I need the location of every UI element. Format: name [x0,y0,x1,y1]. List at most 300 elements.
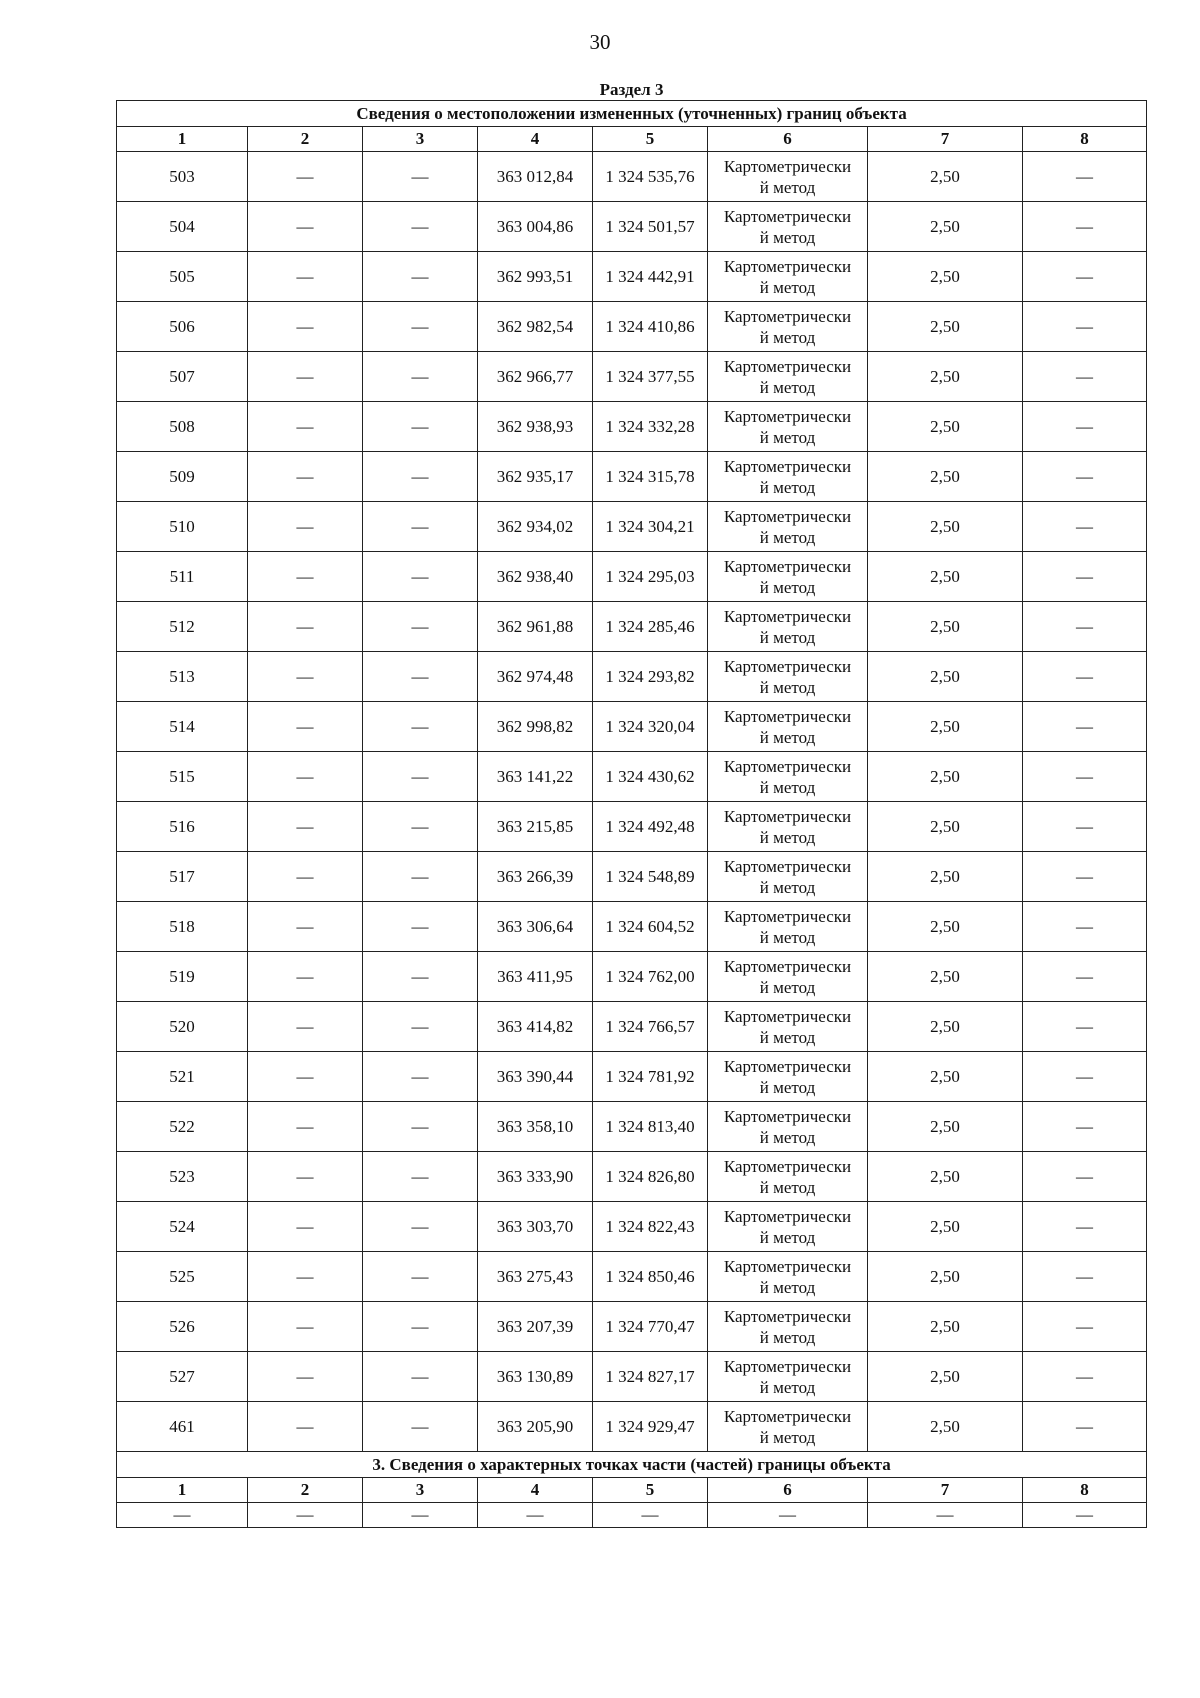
dash-cell: — [248,352,363,402]
dash-cell: — [248,602,363,652]
dash-cell: — [248,802,363,852]
x-coordinate-cell: 363 205,90 [478,1402,593,1452]
dash-cell: — [1023,902,1147,952]
dash-cell: — [363,1402,478,1452]
accuracy-cell: 2,50 [868,852,1023,902]
method-cell [708,452,868,502]
x-coordinate-cell: 363 414,82 [478,1002,593,1052]
x-coordinate-cell: 363 358,10 [478,1102,593,1152]
column-header-row [117,1478,1147,1503]
method-line1: Картометрически [723,1206,852,1226]
method-line2: й метод [759,1127,816,1147]
y-coordinate-cell: 1 324 430,62 [593,752,708,802]
point-number-cell: 504 [117,202,248,252]
method-line1: Картометрически [723,656,852,676]
dash-cell: — [363,752,478,802]
dash-cell: — [708,1503,868,1528]
dash-cell: — [1023,1503,1147,1528]
method-line2: й метод [759,777,816,797]
dash-cell: — [363,1352,478,1402]
x-coordinate-cell: 363 275,43 [478,1252,593,1302]
method-line1: Картометрически [723,356,852,376]
method-cell [708,852,868,902]
y-coordinate-cell: 1 324 293,82 [593,652,708,702]
accuracy-cell: 2,50 [868,552,1023,602]
method-line2: й метод [759,927,816,947]
dash-cell: — [1023,952,1147,1002]
accuracy-cell: 2,50 [868,1202,1023,1252]
point-number-cell: 512 [117,602,248,652]
y-coordinate-cell: 1 324 377,55 [593,352,708,402]
method-line2: й метод [759,627,816,647]
dash-cell: — [248,202,363,252]
table-row [117,652,1147,702]
method-line1: Картометрически [723,1056,852,1076]
column-header: 7 [868,127,1023,152]
method-line1: Картометрически [723,1106,852,1126]
dash-cell: — [1023,352,1147,402]
point-number-cell: 508 [117,402,248,452]
point-number-cell: 510 [117,502,248,552]
method-line2: й метод [759,1377,816,1397]
method-cell [708,1102,868,1152]
y-coordinate-cell: 1 324 295,03 [593,552,708,602]
table-row [117,202,1147,252]
method-line1: Картометрически [723,456,852,476]
table-row [117,402,1147,452]
method-line1: Картометрически [723,956,852,976]
accuracy-cell: 2,50 [868,202,1023,252]
dash-cell: — [363,1503,478,1528]
accuracy-cell: 2,50 [868,1302,1023,1352]
dash-cell: — [1023,1102,1147,1152]
method-line1: Картометрически [723,306,852,326]
column-header: 8 [1023,127,1147,152]
table-row [117,1302,1147,1352]
section-title: Сведения о местоположении измененных (уточненных) границ объекта [117,101,1147,127]
method-line2: й метод [759,177,816,197]
boundary-points-table [116,80,1147,1528]
dash-cell: — [1023,852,1147,902]
x-coordinate-cell: 362 938,40 [478,552,593,602]
column-header: 6 [708,1478,868,1503]
table-row [117,1052,1147,1102]
y-coordinate-cell: 1 324 827,17 [593,1352,708,1402]
x-coordinate-cell: 363 333,90 [478,1152,593,1202]
dash-cell: — [1023,802,1147,852]
table-row [117,1352,1147,1402]
dash-cell: — [1023,452,1147,502]
method-line1: Картометрически [723,756,852,776]
table-row [117,602,1147,652]
dash-cell: — [248,902,363,952]
method-line1: Картометрически [723,1156,852,1176]
method-line2: й метод [759,477,816,497]
x-coordinate-cell: 362 974,48 [478,652,593,702]
dash-cell: — [248,1002,363,1052]
dash-cell: — [363,602,478,652]
accuracy-cell: 2,50 [868,1402,1023,1452]
dash-cell: — [868,1503,1023,1528]
method-line2: й метод [759,1227,816,1247]
x-coordinate-cell: 363 130,89 [478,1352,593,1402]
dash-cell: — [248,552,363,602]
method-line1: Картометрически [723,256,852,276]
dash-cell: — [117,1503,248,1528]
method-cell [708,1352,868,1402]
point-number-cell: 521 [117,1052,248,1102]
point-number-cell: 517 [117,852,248,902]
method-cell [708,252,868,302]
table-row [117,902,1147,952]
point-number-cell: 518 [117,902,248,952]
point-number-cell: 505 [117,252,248,302]
accuracy-cell: 2,50 [868,452,1023,502]
accuracy-cell: 2,50 [868,152,1023,202]
point-number-cell: 526 [117,1302,248,1352]
accuracy-cell: 2,50 [868,1002,1023,1052]
y-coordinate-cell: 1 324 929,47 [593,1402,708,1452]
dash-cell: — [248,1302,363,1352]
dash-cell: — [248,152,363,202]
method-line1: Картометрически [723,856,852,876]
dash-cell: — [1023,302,1147,352]
point-number-cell: 506 [117,302,248,352]
dash-cell: — [363,302,478,352]
method-line1: Картометрически [723,606,852,626]
dash-cell: — [248,452,363,502]
y-coordinate-cell: 1 324 822,43 [593,1202,708,1252]
table-row [117,752,1147,802]
dash-cell: — [1023,602,1147,652]
method-line2: й метод [759,877,816,897]
method-line2: й метод [759,1327,816,1347]
y-coordinate-cell: 1 324 850,46 [593,1252,708,1302]
column-header: 3 [363,127,478,152]
dash-cell: — [1023,1252,1147,1302]
point-number-cell: 511 [117,552,248,602]
x-coordinate-cell: 362 993,51 [478,252,593,302]
point-number-cell: 461 [117,1402,248,1452]
dash-cell: — [363,652,478,702]
method-line1: Картометрически [723,556,852,576]
dash-cell: — [248,1352,363,1402]
dash-cell: — [363,1002,478,1052]
x-coordinate-cell: 363 012,84 [478,152,593,202]
accuracy-cell: 2,50 [868,502,1023,552]
y-coordinate-cell: 1 324 315,78 [593,452,708,502]
accuracy-cell: 2,50 [868,652,1023,702]
dash-cell: — [1023,1152,1147,1202]
dash-cell: — [248,1503,363,1528]
dash-cell: — [248,752,363,802]
dash-cell: — [1023,1302,1147,1352]
dash-cell: — [1023,1002,1147,1052]
point-number-cell: 525 [117,1252,248,1302]
point-number-cell: 527 [117,1352,248,1402]
dash-cell: — [363,952,478,1002]
subsection-title: 3. Сведения о характерных точках части (частей) границы объекта [117,1452,1147,1478]
dash-cell: — [1023,752,1147,802]
accuracy-cell: 2,50 [868,1252,1023,1302]
point-number-cell: 514 [117,702,248,752]
x-coordinate-cell: 363 215,85 [478,802,593,852]
y-coordinate-cell: 1 324 535,76 [593,152,708,202]
accuracy-cell: 2,50 [868,1102,1023,1152]
method-line1: Картометрически [723,1306,852,1326]
accuracy-cell: 2,50 [868,1352,1023,1402]
method-cell [708,1252,868,1302]
dash-cell: — [248,1102,363,1152]
accuracy-cell: 2,50 [868,1052,1023,1102]
method-cell [708,602,868,652]
method-cell [708,902,868,952]
y-coordinate-cell: 1 324 826,80 [593,1152,708,1202]
method-line1: Картометрически [723,506,852,526]
dash-cell: — [363,552,478,602]
y-coordinate-cell: 1 324 604,52 [593,902,708,952]
column-header: 2 [248,1478,363,1503]
dash-cell: — [248,302,363,352]
dash-cell: — [248,1052,363,1102]
dash-cell: — [248,1402,363,1452]
method-line1: Картометрически [723,206,852,226]
dash-cell: — [1023,1402,1147,1452]
dash-cell: — [248,702,363,752]
x-coordinate-cell: 362 934,02 [478,502,593,552]
empty-row [117,1503,1147,1528]
dash-cell: — [363,1052,478,1102]
dash-cell: — [363,802,478,852]
y-coordinate-cell: 1 324 320,04 [593,702,708,752]
dash-cell: — [248,1202,363,1252]
method-line2: й метод [759,977,816,997]
column-header: 2 [248,127,363,152]
table-row [117,502,1147,552]
column-header: 5 [593,1478,708,1503]
method-cell [708,352,868,402]
dash-cell: — [363,1102,478,1152]
table-row [117,252,1147,302]
dash-cell: — [363,402,478,452]
method-line2: й метод [759,1177,816,1197]
dash-cell: — [248,1152,363,1202]
method-line1: Картометрически [723,1356,852,1376]
accuracy-cell: 2,50 [868,352,1023,402]
method-line2: й метод [759,527,816,547]
accuracy-cell: 2,50 [868,402,1023,452]
column-header: 8 [1023,1478,1147,1503]
dash-cell: — [1023,502,1147,552]
x-coordinate-cell: 362 982,54 [478,302,593,352]
method-line1: Картометрически [723,906,852,926]
method-line1: Картометрически [723,1406,852,1426]
dash-cell: — [1023,652,1147,702]
dash-cell: — [363,452,478,502]
dash-cell: — [363,202,478,252]
x-coordinate-cell: 362 935,17 [478,452,593,502]
table-row [117,552,1147,602]
x-coordinate-cell: 362 998,82 [478,702,593,752]
dash-cell: — [248,402,363,452]
method-line1: Картометрически [723,1006,852,1026]
method-cell [708,802,868,852]
column-header-row [117,127,1147,152]
method-line2: й метод [759,227,816,247]
accuracy-cell: 2,50 [868,752,1023,802]
dash-cell: — [1023,552,1147,602]
dash-cell: — [248,952,363,1002]
y-coordinate-cell: 1 324 548,89 [593,852,708,902]
method-cell [708,402,868,452]
method-cell [708,1152,868,1202]
x-coordinate-cell: 362 966,77 [478,352,593,402]
table-row [117,1252,1147,1302]
table-row [117,1002,1147,1052]
dash-cell: — [363,1202,478,1252]
dash-cell: — [1023,702,1147,752]
method-line2: й метод [759,377,816,397]
method-line2: й метод [759,1277,816,1297]
table-row [117,352,1147,402]
x-coordinate-cell: 363 303,70 [478,1202,593,1252]
table-row [117,802,1147,852]
dash-cell: — [363,702,478,752]
method-line2: й метод [759,677,816,697]
dash-cell: — [363,1252,478,1302]
method-cell [708,552,868,602]
column-header: 1 [117,1478,248,1503]
method-cell [708,152,868,202]
point-number-cell: 507 [117,352,248,402]
y-coordinate-cell: 1 324 501,57 [593,202,708,252]
x-coordinate-cell: 363 266,39 [478,852,593,902]
table-row [117,852,1147,902]
accuracy-cell: 2,50 [868,802,1023,852]
accuracy-cell: 2,50 [868,902,1023,952]
dash-cell: — [248,1252,363,1302]
point-number-cell: 519 [117,952,248,1002]
method-cell [708,702,868,752]
section-label: Раздел 3 [599,80,664,99]
accuracy-cell: 2,50 [868,1152,1023,1202]
method-cell [708,1052,868,1102]
dash-cell: — [248,502,363,552]
x-coordinate-cell: 363 004,86 [478,202,593,252]
dash-cell: — [1023,152,1147,202]
dash-cell: — [1023,202,1147,252]
point-number-cell: 509 [117,452,248,502]
y-coordinate-cell: 1 324 304,21 [593,502,708,552]
dash-cell: — [478,1503,593,1528]
accuracy-cell: 2,50 [868,302,1023,352]
table-body [117,80,1147,1528]
point-number-cell: 515 [117,752,248,802]
point-number-cell: 513 [117,652,248,702]
dash-cell: — [363,502,478,552]
dash-cell: — [363,252,478,302]
dash-cell: — [363,902,478,952]
y-coordinate-cell: 1 324 492,48 [593,802,708,852]
method-cell [708,952,868,1002]
x-coordinate-cell: 363 141,22 [478,752,593,802]
table-row [117,1202,1147,1252]
dash-cell: — [248,252,363,302]
method-cell [708,652,868,702]
dash-cell: — [363,1152,478,1202]
method-cell [708,1402,868,1452]
point-number-cell: 524 [117,1202,248,1252]
method-cell [708,752,868,802]
table-row [117,1402,1147,1452]
table-row [117,702,1147,752]
method-cell [708,202,868,252]
method-line1: Картометрически [723,406,852,426]
method-line1: Картометрически [723,156,852,176]
x-coordinate-cell: 363 411,95 [478,952,593,1002]
point-number-cell: 503 [117,152,248,202]
y-coordinate-cell: 1 324 762,00 [593,952,708,1002]
dash-cell: — [363,152,478,202]
x-coordinate-cell: 363 390,44 [478,1052,593,1102]
point-number-cell: 522 [117,1102,248,1152]
accuracy-cell: 2,50 [868,602,1023,652]
dash-cell: — [363,852,478,902]
dash-cell: — [1023,1352,1147,1402]
method-line2: й метод [759,277,816,297]
page-number: 30 [589,30,611,54]
x-coordinate-cell: 362 938,93 [478,402,593,452]
method-line2: й метод [759,327,816,347]
accuracy-cell: 2,50 [868,702,1023,752]
method-line2: й метод [759,1427,816,1447]
method-cell [708,1002,868,1052]
dash-cell: — [1023,402,1147,452]
method-line2: й метод [759,1077,816,1097]
dash-cell: — [593,1503,708,1528]
dash-cell: — [248,852,363,902]
dash-cell: — [363,1302,478,1352]
method-line2: й метод [759,727,816,747]
point-number-cell: 516 [117,802,248,852]
dash-cell: — [363,352,478,402]
method-line1: Картометрически [723,1256,852,1276]
column-header: 7 [868,1478,1023,1503]
column-header: 6 [708,127,868,152]
column-header: 4 [478,127,593,152]
dash-cell: — [248,652,363,702]
table-row [117,152,1147,202]
method-line1: Картометрически [723,706,852,726]
table-row [117,1152,1147,1202]
y-coordinate-cell: 1 324 285,46 [593,602,708,652]
x-coordinate-cell: 363 306,64 [478,902,593,952]
y-coordinate-cell: 1 324 332,28 [593,402,708,452]
method-cell [708,1302,868,1352]
column-header: 1 [117,127,248,152]
method-cell [708,302,868,352]
column-header: 3 [363,1478,478,1503]
dash-cell: — [1023,1052,1147,1102]
dash-cell: — [1023,1202,1147,1252]
method-cell [708,502,868,552]
accuracy-cell: 2,50 [868,252,1023,302]
method-line1: Картометрически [723,806,852,826]
method-line2: й метод [759,427,816,447]
table-row [117,452,1147,502]
column-header: 5 [593,127,708,152]
point-number-cell: 523 [117,1152,248,1202]
